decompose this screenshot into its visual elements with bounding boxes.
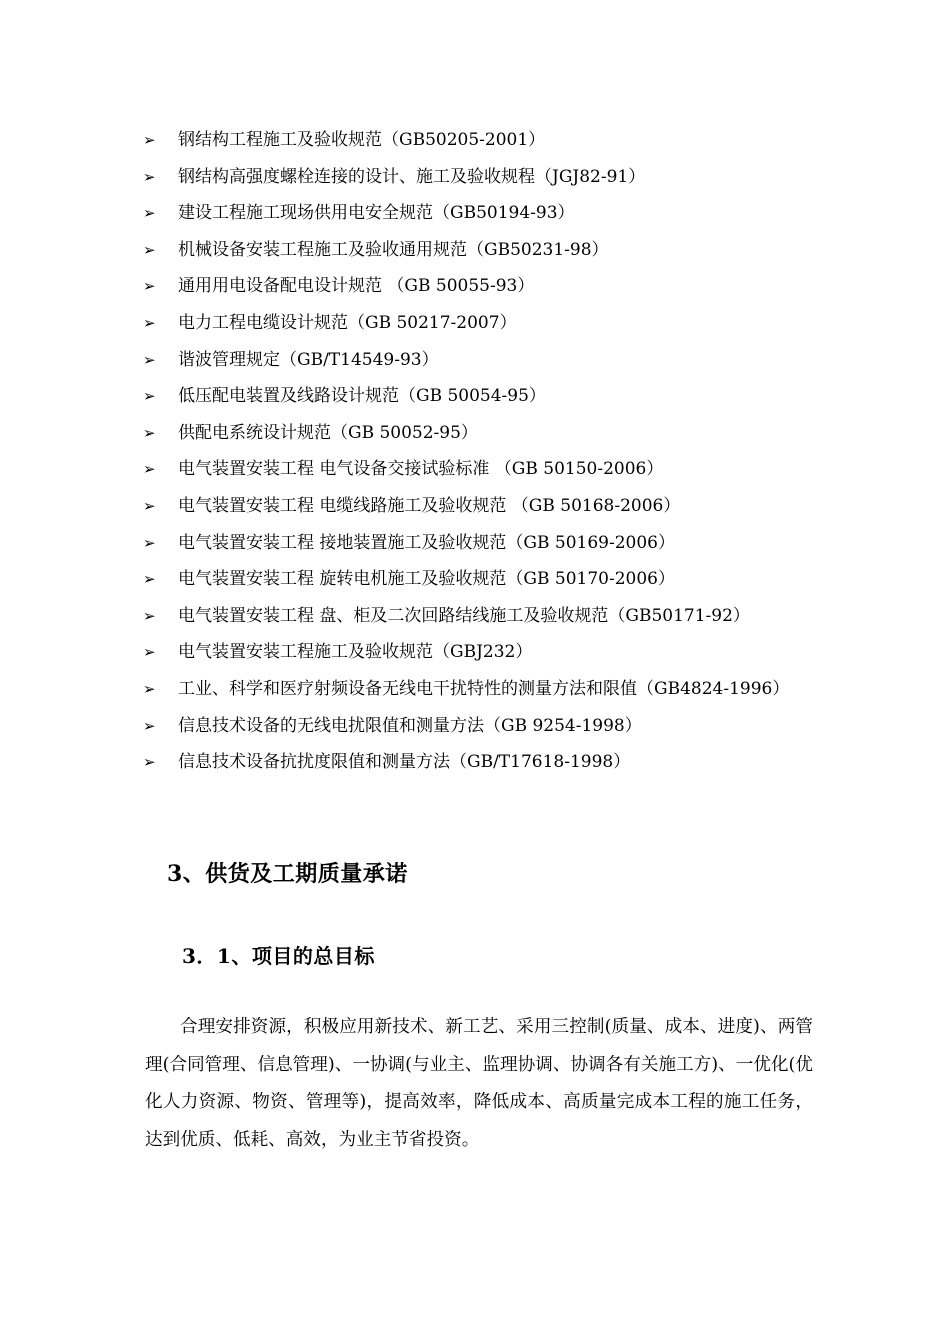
standard-text: 供配电系统设计规范（GB 50052-95） <box>178 422 478 443</box>
section-heading: 3、供货及工期质量承诺 <box>167 861 408 887</box>
list-item <box>143 378 813 415</box>
standard-text: 电气装置安装工程 电缆线路施工及验收规范 （GB 50168-2006） <box>178 495 681 516</box>
list-item <box>143 561 813 598</box>
arrow-bullet-icon: ➢ <box>143 643 156 662</box>
list-item <box>143 342 813 379</box>
list-item <box>143 195 813 232</box>
standard-text: 电气装置安装工程施工及验收规范（GBJ232） <box>178 642 533 663</box>
list-item <box>143 451 813 488</box>
list-item <box>143 598 813 635</box>
standard-text: 电气装置安装工程 旋转电机施工及验收规范（GB 50170-2006） <box>178 569 675 590</box>
arrow-bullet-icon: ➢ <box>143 496 156 515</box>
standard-text: 钢结构工程施工及验收规范（GB50205-2001） <box>178 130 546 150</box>
body-paragraph: 合理安排资源，积极应用新技术、新工艺、采用三控制(质量、成本、进度)、两管理(合同管理、信息管理)、一协调(与业主、监理协调、协调各有关施工方)、一优化(优化人力资源、物资、管理等)，提高效率，降低成本、高质量完成本工程的施工任务，达到优质、低耗、高效，为业主节省投资。 <box>145 1017 813 1150</box>
standards-list <box>143 122 813 781</box>
standard-text: 建设工程施工现场供用电安全规范（GB50194-93） <box>178 203 575 224</box>
standard-text: 谐波管理规定（GB/T14549-93） <box>178 349 439 370</box>
list-item <box>143 671 813 708</box>
arrow-bullet-icon: ➢ <box>143 204 156 223</box>
list-item <box>143 122 813 159</box>
arrow-bullet-icon: ➢ <box>143 533 156 552</box>
list-item <box>143 268 813 305</box>
standard-text: 电气装置安装工程 盘、柜及二次回路结线施工及验收规范（GB50171-92） <box>178 605 750 626</box>
subsection-heading: 3．1、项目的总目标 <box>182 944 375 968</box>
arrow-bullet-icon: ➢ <box>143 570 156 589</box>
arrow-bullet-icon: ➢ <box>143 423 156 442</box>
arrow-bullet-icon: ➢ <box>143 753 156 772</box>
arrow-bullet-icon: ➢ <box>143 313 156 332</box>
list-item <box>143 708 813 745</box>
standard-text: 低压配电装置及线路设计规范（GB 50054-95） <box>178 386 546 407</box>
standard-text: 工业、科学和医疗射频设备无线电干扰特性的测量方法和限值（GB4824-1996） <box>178 678 790 699</box>
arrow-bullet-icon: ➢ <box>143 350 156 369</box>
list-item <box>143 488 813 525</box>
standard-text: 电气装置安装工程 接地装置施工及验收规范（GB 50169-2006） <box>178 532 675 553</box>
standard-text: 信息技术设备的无线电扰限值和测量方法（GB 9254-1998） <box>178 715 642 736</box>
arrow-bullet-icon: ➢ <box>143 716 156 735</box>
arrow-bullet-icon: ➢ <box>143 606 156 625</box>
arrow-bullet-icon: ➢ <box>143 277 156 296</box>
list-item <box>143 159 813 196</box>
standard-text: 通用用电设备配电设计规范 （GB 50055-93） <box>178 276 535 297</box>
standard-text: 电力工程电缆设计规范（GB 50217-2007） <box>178 312 517 333</box>
arrow-bullet-icon: ➢ <box>143 131 156 149</box>
standard-text: 钢结构高强度螺栓连接的设计、施工及验收规程（JGJ82-91） <box>178 166 646 187</box>
list-item <box>143 415 813 452</box>
standard-text: 信息技术设备抗扰度限值和测量方法（GB/T17618-1998） <box>178 752 631 773</box>
list-item <box>143 634 813 671</box>
list-item <box>143 232 813 269</box>
list-item <box>143 744 813 781</box>
arrow-bullet-icon: ➢ <box>143 387 156 406</box>
arrow-bullet-icon: ➢ <box>143 679 156 698</box>
standard-text: 电气装置安装工程 电气设备交接试验标准 （GB 50150-2006） <box>178 459 664 480</box>
list-item <box>143 305 813 342</box>
arrow-bullet-icon: ➢ <box>143 240 156 259</box>
list-item <box>143 525 813 562</box>
arrow-bullet-icon: ➢ <box>143 460 156 479</box>
arrow-bullet-icon: ➢ <box>143 167 156 186</box>
standard-text: 机械设备安装工程施工及验收通用规范（GB50231-98） <box>178 239 609 260</box>
